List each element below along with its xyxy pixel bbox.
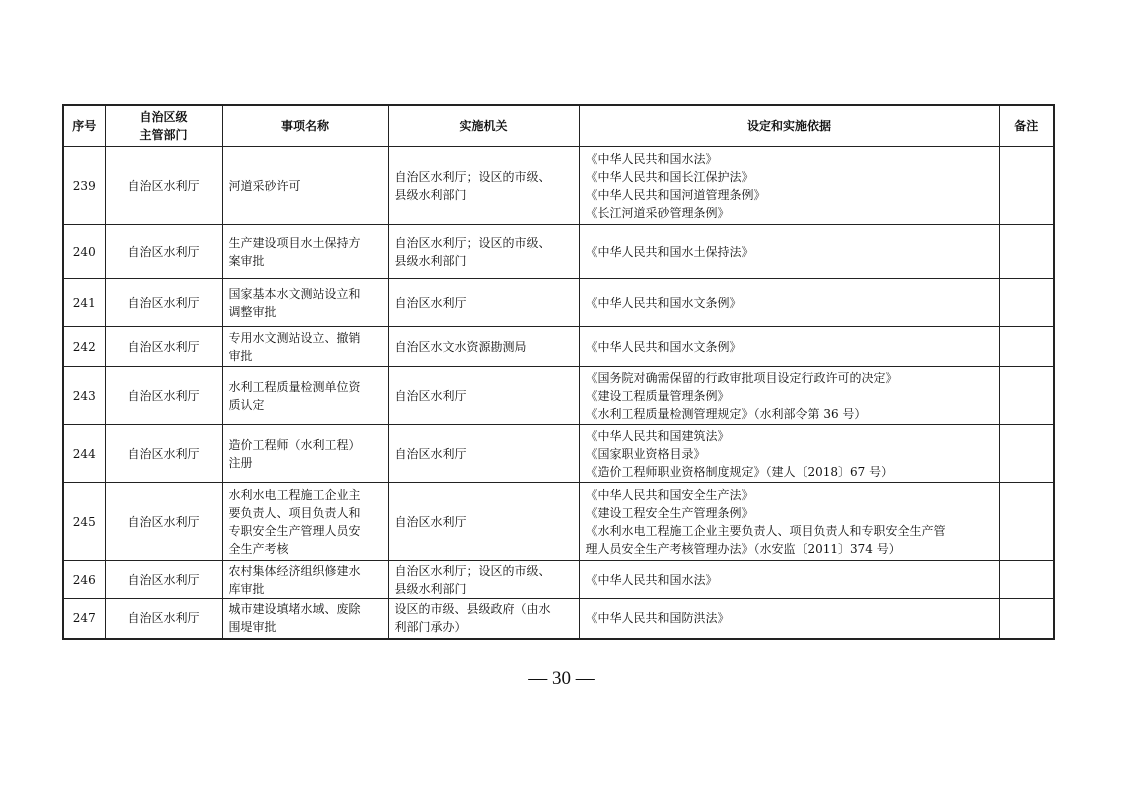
row-number: 244 <box>63 425 105 483</box>
row-dept: 自治区水利厅 <box>105 561 222 599</box>
row-item-name: 城市建设填堵水域、废除 围堤审批 <box>222 599 388 639</box>
row-number: 239 <box>63 147 105 225</box>
row-note <box>999 599 1054 639</box>
row-note <box>999 483 1054 561</box>
row-item-name: 生产建设项目水土保持方 案审批 <box>222 225 388 279</box>
row-item-name: 河道采砂许可 <box>222 147 388 225</box>
table-row <box>63 367 1054 425</box>
row-dept: 自治区水利厅 <box>105 279 222 327</box>
table-row <box>63 561 1054 599</box>
row-number: 246 <box>63 561 105 599</box>
header-basis: 设定和实施依据 <box>579 105 999 147</box>
header-name: 事项名称 <box>222 105 388 147</box>
row-note <box>999 367 1054 425</box>
row-item-name: 专用水文测站设立、撤销 审批 <box>222 327 388 367</box>
row-basis: 《国务院对确需保留的行政审批项目设定行政许可的决定》 《建设工程质量管理条例》 《水利工程质量检测管理规定》（水利部令第 36 号） <box>579 367 999 425</box>
row-item-name: 水利工程质量检测单位资 质认定 <box>222 367 388 425</box>
header-no: 序号 <box>63 105 105 147</box>
row-dept: 自治区水利厅 <box>105 147 222 225</box>
row-dept: 自治区水利厅 <box>105 225 222 279</box>
row-note <box>999 561 1054 599</box>
row-agency: 自治区水利厅；设区的市级、 县级水利部门 <box>388 225 579 279</box>
header-note: 备注 <box>999 105 1054 147</box>
row-dept: 自治区水利厅 <box>105 599 222 639</box>
row-basis: 《中华人民共和国水法》 <box>579 561 999 599</box>
row-item-name: 农村集体经济组织修建水 库审批 <box>222 561 388 599</box>
row-note <box>999 327 1054 367</box>
row-note <box>999 147 1054 225</box>
table-header-row <box>63 105 1054 147</box>
row-agency: 自治区水利厅 <box>388 279 579 327</box>
header-dept: 自治区级 主管部门 <box>105 105 222 147</box>
row-basis: 《中华人民共和国水文条例》 <box>579 327 999 367</box>
page-number: — 30 — <box>528 668 595 689</box>
row-note <box>999 225 1054 279</box>
row-basis: 《中华人民共和国水法》 《中华人民共和国长江保护法》 《中华人民共和国河道管理条例》 《长江河道采砂管理条例》 <box>579 147 999 225</box>
row-basis: 《中华人民共和国水土保持法》 <box>579 225 999 279</box>
row-basis: 《中华人民共和国安全生产法》 《建设工程安全生产管理条例》 《水利水电工程施工企业主要负责人、项目负责人和专职安全生产管 理人员安全生产考核管理办法》（水安监〔2011〕374 号） <box>579 483 999 561</box>
row-agency: 自治区水利厅 <box>388 483 579 561</box>
row-number: 247 <box>63 599 105 639</box>
table-row <box>63 483 1054 561</box>
row-number: 240 <box>63 225 105 279</box>
row-item-name: 国家基本水文测站设立和 调整审批 <box>222 279 388 327</box>
row-agency: 自治区水利厅；设区的市级、 县级水利部门 <box>388 561 579 599</box>
row-dept: 自治区水利厅 <box>105 367 222 425</box>
header-agency: 实施机关 <box>388 105 579 147</box>
row-agency: 自治区水利厅 <box>388 367 579 425</box>
row-basis: 《中华人民共和国水文条例》 <box>579 279 999 327</box>
row-basis: 《中华人民共和国建筑法》 《国家职业资格目录》 《造价工程师职业资格制度规定》（建人〔2018〕67 号） <box>579 425 999 483</box>
row-note <box>999 425 1054 483</box>
approval-items-table <box>62 104 1055 640</box>
table-row <box>63 327 1054 367</box>
row-number: 242 <box>63 327 105 367</box>
row-dept: 自治区水利厅 <box>105 425 222 483</box>
row-agency: 设区的市级、县级政府（由水 利部门承办） <box>388 599 579 639</box>
row-item-name: 水利水电工程施工企业主 要负责人、项目负责人和 专职安全生产管理人员安 全生产考核 <box>222 483 388 561</box>
table-row <box>63 225 1054 279</box>
row-number: 241 <box>63 279 105 327</box>
row-agency: 自治区水文水资源勘测局 <box>388 327 579 367</box>
table-row <box>63 599 1054 639</box>
row-agency: 自治区水利厅；设区的市级、 县级水利部门 <box>388 147 579 225</box>
row-note <box>999 279 1054 327</box>
row-dept: 自治区水利厅 <box>105 327 222 367</box>
row-dept: 自治区水利厅 <box>105 483 222 561</box>
row-item-name: 造价工程师（水利工程） 注册 <box>222 425 388 483</box>
row-basis: 《中华人民共和国防洪法》 <box>579 599 999 639</box>
row-number: 243 <box>63 367 105 425</box>
table-row <box>63 279 1054 327</box>
table-row <box>63 147 1054 225</box>
table-row <box>63 425 1054 483</box>
row-number: 245 <box>63 483 105 561</box>
row-agency: 自治区水利厅 <box>388 425 579 483</box>
